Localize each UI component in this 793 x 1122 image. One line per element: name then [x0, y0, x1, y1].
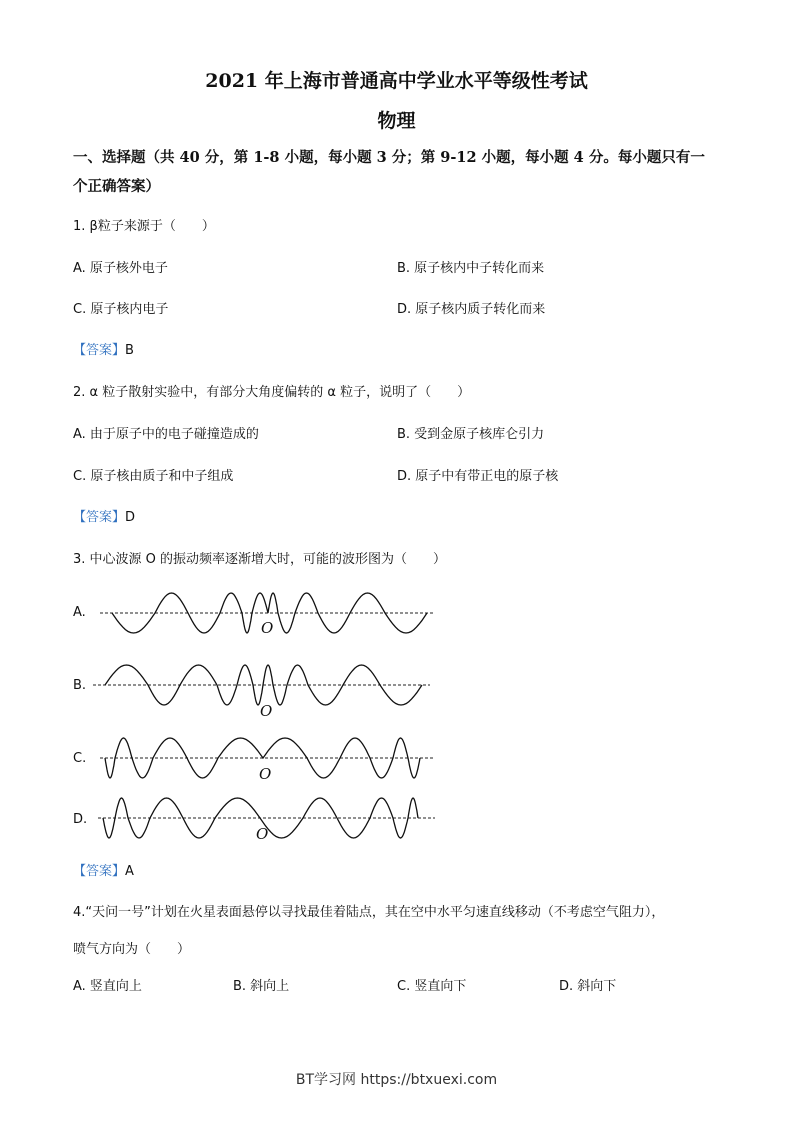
q4-option-c: C. 竖直向下 [397, 979, 467, 994]
q1-option-c: C. 原子核内电子 [73, 302, 169, 317]
section-heading: 一、选择题（共 40 分，第 1-8 小题，每小题 3 分；第 9-12 小题，每小题 4 分。每小题只有一 [73, 149, 705, 166]
q3-option-d: D. [73, 812, 88, 827]
answer-tag: 【答案】 [73, 510, 126, 525]
question-4-stem-cont: 喷气方向为（ ） [73, 942, 191, 957]
origin-label-c: O [259, 765, 272, 783]
q3-option-c: C. [73, 751, 87, 766]
subject-title: 物理 [377, 110, 416, 132]
section-heading-cont: 个正确答案） [73, 178, 160, 195]
q1-option-d: D. 原子核内质子转化而来 [397, 302, 546, 317]
answer-value: B [125, 343, 134, 358]
origin-label-a: O [261, 619, 274, 637]
q4-option-a: A. 竖直向上 [73, 979, 142, 994]
q1-option-a: A. 原子核外电子 [73, 261, 168, 276]
footer-watermark: BT学习网 https://btxuexi.com [295, 1072, 498, 1088]
q2-option-c: C. 原子核由质子和中子组成 [73, 469, 234, 484]
question-3-stem: 3. 中心波源 O 的振动频率逐渐增大时，可能的波形图为（ ） [73, 552, 447, 567]
q1-option-b: B. 原子核内中子转化而来 [397, 261, 545, 276]
question-2-stem: 2. α 粒子散射实验中，有部分大角度偏转的 α 粒子，说明了（ ） [73, 385, 471, 400]
q3-option-a: A. [73, 605, 86, 620]
q3-answer [73, 864, 134, 880]
answer-value: D [125, 510, 136, 525]
q4-option-d: D. 斜向下 [559, 979, 617, 994]
question-1-stem: 1. β粒子来源于（ ） [73, 219, 215, 234]
q2-option-d: D. 原子中有带正电的原子核 [397, 469, 559, 484]
answer-tag: 【答案】 [73, 343, 126, 358]
q2-option-a: A. 由于原子中的电子碰撞造成的 [73, 427, 259, 442]
origin-label-b: O [260, 702, 273, 720]
q4-option-b: B. 斜向上 [233, 979, 290, 994]
q3-option-b: B. [73, 678, 87, 693]
waveform-b [93, 665, 430, 705]
origin-label-d: O [256, 825, 269, 843]
answer-tag: 【答案】 [73, 864, 126, 879]
exam-title: 2021 年上海市普通高中学业水平等级性考试 [205, 70, 588, 92]
question-4-stem: 4.“天问一号”计划在火星表面悬停以寻找最佳着陆点，其在空中水平匀速直线移动（不考虑空气阻力）， [73, 905, 665, 920]
answer-value: A [125, 864, 134, 879]
q2-option-b: B. 受到金原子核库仑引力 [397, 427, 545, 442]
